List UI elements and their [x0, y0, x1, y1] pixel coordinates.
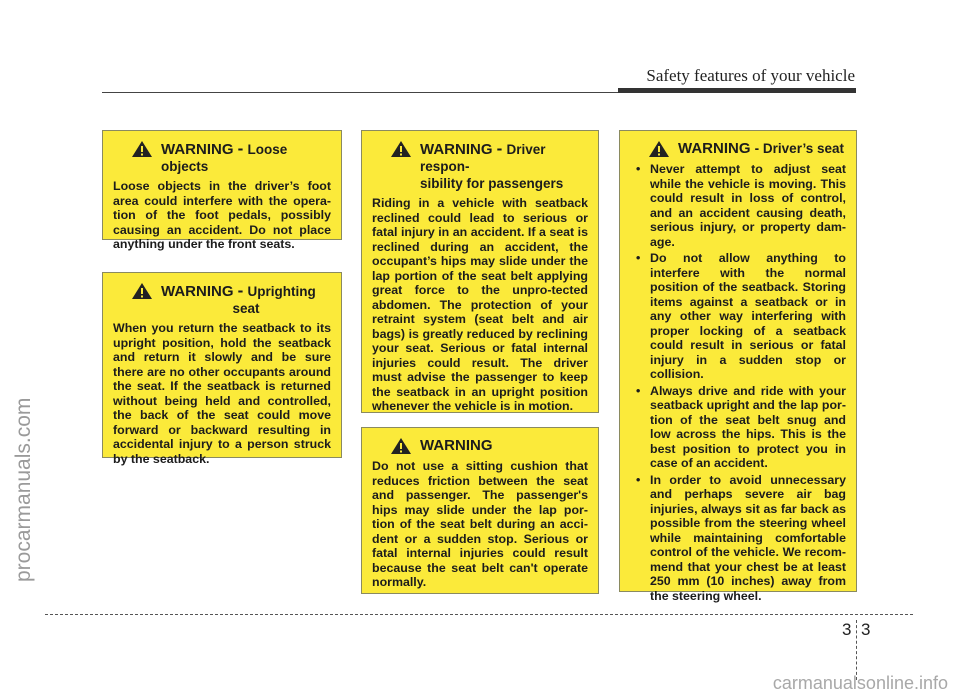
footer-rule	[45, 614, 913, 615]
warning-text: Do not use a sitting cushion that reduces friction between the seat and passenger. The passenger's hips may slide under the lap por-tion of the seat belt during an acci-dent or a sudden stop. Serious or fatal internal injuries could result because the seat belt can't operate normally.	[372, 459, 588, 589]
side-watermark: procarmanuals.com	[12, 397, 35, 582]
warning-dash: -	[237, 139, 244, 158]
warning-text: When you return the seatback to its upright position, hold the seatback and return it slowly and be sure there are no other occupants around the seat. If the seatback is returned without being held and controlled, the back of the seat could move forward or backward resulting in accidental injury to a person struck by the seatback.	[113, 321, 331, 466]
page-number: 3	[861, 620, 871, 639]
warning-word: WARNING	[678, 140, 751, 157]
warning-bullet: • Do not allow anything to interfere with the normal position of the seatback. Storing items against a seatback or in any other way interfering with proper locking of a seatback could result in serious or fatal injury in a sudden stop or collision.	[630, 251, 846, 382]
footer-watermark: carmanualsonline.info	[772, 673, 948, 693]
warning-icon	[131, 282, 153, 300]
warning-dash: -	[237, 281, 244, 300]
warning-icon	[648, 140, 670, 158]
warning-box-driver-responsibility	[361, 130, 599, 413]
warning-subject-cont: seat	[232, 301, 260, 316]
warning-bullet-list	[630, 162, 846, 603]
warning-icon	[131, 140, 153, 158]
page-number-divider	[856, 620, 857, 680]
header-rule	[102, 92, 620, 93]
warning-word: WARNING	[161, 283, 234, 300]
header-rule-accent	[618, 88, 856, 93]
warning-heading	[113, 282, 331, 317]
chapter-number: 3	[842, 620, 852, 639]
warning-box-sitting-cushion	[361, 427, 599, 594]
warning-text: Loose objects in the driver’s foot area could interfere with the opera-tion of the foot pedals, possibly causing an accident. Do not place anything under the front seats.	[113, 179, 331, 251]
warning-subject: Loose objects	[161, 142, 288, 174]
warning-bullet: • In order to avoid unnecessary and perhaps severe air bag injuries, always sit as far back as possible from the steering wheel while maintaining comfortable control of the vehicle. We recom-mend that your chest be at least 250 mm (10 inches) away from the steering wheel.	[630, 473, 846, 604]
warning-heading	[372, 437, 588, 455]
warning-subject: Driver respon-	[420, 142, 546, 174]
warning-word: WARNING	[420, 141, 493, 158]
warning-subject-cont: sibility for passengers	[420, 176, 564, 191]
warning-word: WARNING	[420, 437, 493, 454]
warning-text: Riding in a vehicle with seatback reclined could lead to serious or fatal injury in an accident. If a seat is reclined during an accident, the occupant’s hips may slide under the lap portion of the seat belt applying great force to the unpro-tected abdomen. The protection of your retraint system (seat belt and air bags) is greatly reduced by reclining your seat. Serious or fatal internal injuries could result. The driver must advise the passenger to keep the seatback in an upright position whenever the vehicle is in motion.	[372, 196, 588, 413]
warning-icon	[390, 437, 412, 455]
warning-bullet: • Always drive and ride with your seatback upright and the lap por-tion of the seat belt snug and low across the hips. This is the best position to protect you in case of an accident.	[630, 384, 846, 471]
warning-heading	[630, 140, 846, 158]
warning-bullet: • Never attempt to adjust seat while the vehicle is moving. This could result in loss of control, and an accident causing death, serious injury, or property dam-age.	[630, 162, 846, 249]
warning-word: WARNING	[161, 141, 234, 158]
section-title: Safety features of your vehicle	[646, 66, 855, 85]
warning-subject: Uprighting	[247, 284, 316, 299]
warning-heading	[372, 140, 588, 192]
warning-subject: - Driver’s seat	[754, 141, 844, 156]
warning-dash: -	[496, 139, 503, 158]
warning-box-loose-objects	[102, 130, 342, 251]
warning-box-uprighting-seat	[102, 272, 342, 466]
warning-icon	[390, 140, 412, 158]
warning-heading	[113, 140, 331, 175]
warning-box-drivers-seat	[619, 130, 857, 603]
